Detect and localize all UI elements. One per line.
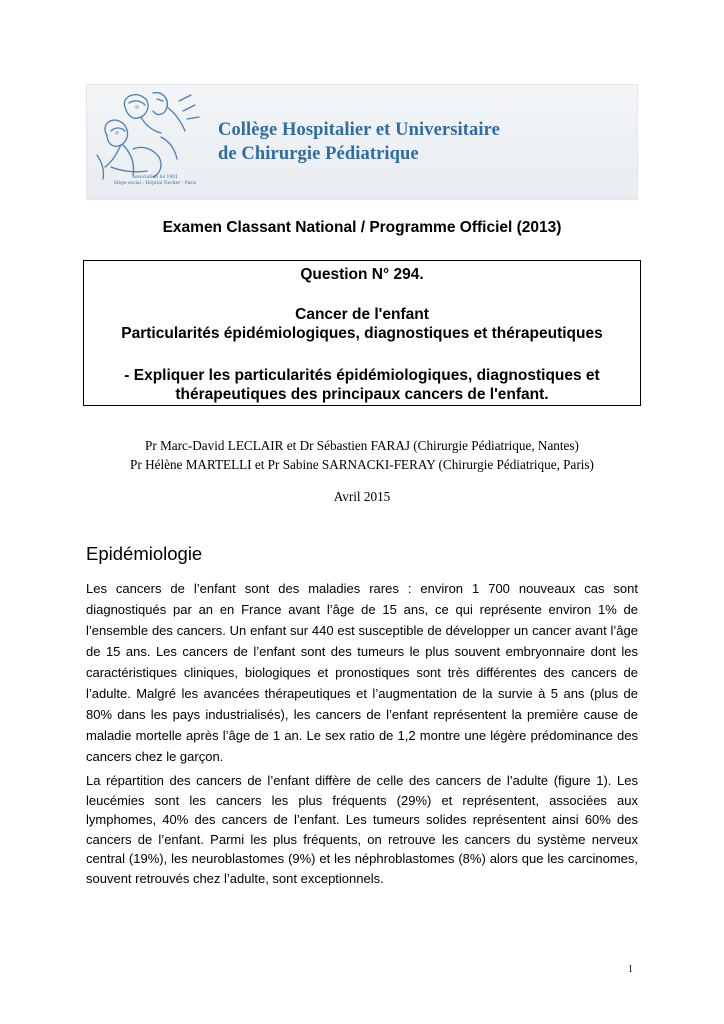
association-line-2: Siège social : Hôpital Necker - Paris <box>113 180 197 186</box>
authors-line-2: Pr Hélène MARTELLI et Pr Sabine SARNACKI-FERAY (Chirurgie Pédiatrique, Paris) <box>130 457 594 472</box>
document-date: Avril 2015 <box>333 489 391 504</box>
authors <box>0 436 724 474</box>
college-name-line-2: de Chirurgie Pédiatrique <box>218 144 419 164</box>
exam-title: Examen Classant National / Programme Officiel (2013) <box>162 219 562 236</box>
paragraph-epidemiology-2: La répartition des cancers de l’enfant diffère de celle des cancers de l’adulte (figure 1). Les leucémies sont les cancers les plus fréquents (29%) et représentent, associées aux lymphomes, 40% des cancers de l’enfant. Les tumeurs solides représentent ainsi 60% des cancers de l’enfant. Parmi les plus fréquents, on retrouve les cancers du système nerveux central (19%), les neuroblastomes (9%) et les néphroblastomes (8%) alors que les carcinomes, souvent retrouvés chez l’adulte, sont exceptionnels. <box>86 773 638 886</box>
association-note <box>109 175 201 186</box>
page-number: 1 <box>628 964 633 975</box>
college-name <box>218 118 500 166</box>
question-number: Question N° 294. <box>300 266 424 283</box>
question-title: Cancer de l'enfant <box>295 306 429 323</box>
authors-line-1: Pr Marc-David LECLAIR et Dr Sébastien FARAJ (Chirurgie Pédiatrique, Nantes) <box>145 438 579 453</box>
section-heading: Epidémiologie <box>86 543 203 564</box>
header-banner <box>86 84 638 200</box>
college-name-line-1: Collège Hospitalier et Universitaire <box>218 120 500 140</box>
association-line-1: Association loi 1901 <box>132 175 178 180</box>
question-subtitle: Particularités épidémiologiques, diagnostiques et thérapeutiques <box>121 325 603 342</box>
paragraph-epidemiology-1: Les cancers de l’enfant sont des maladies rares : environ 1 700 nouveaux cas sont diagnostiqués par an en France avant l’âge de 15 ans, ce qui représente environ 1% de l’ensemble des cancers. Un enfant sur 440 est susceptible de développer un cancer avant l’âge de 15 ans. Les cancers de l’enfant sont des tumeurs le plus souvent embryonnaire dont les caractéristiques cliniques, biologiques et pronostiques sont très différentes des cancers de l’adulte. Malgré les avancées thérapeutiques et l’augmentation de la survie à 5 ans (plus de 80% dans les pays industrialisés), les cancers de l’enfant représentent la première cause de maladie mortelle après l’âge de 1 an. Le sex ratio de 1,2 montre une légère prédominance des cancers chez le garçon. <box>86 581 638 764</box>
question-objective: - Expliquer les particularités épidémiologiques, diagnostiques et thérapeutiques des principaux cancers de l'enfant. <box>124 367 600 403</box>
question-box <box>83 260 641 406</box>
